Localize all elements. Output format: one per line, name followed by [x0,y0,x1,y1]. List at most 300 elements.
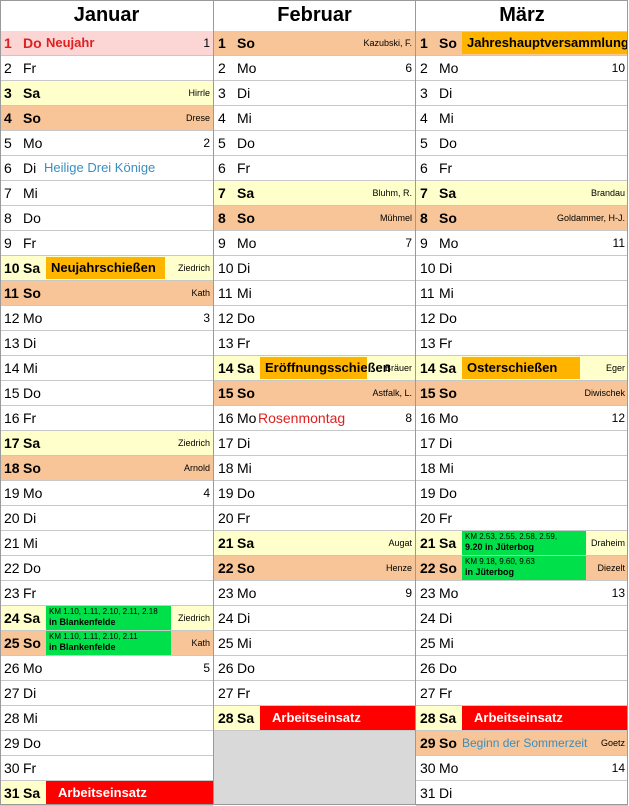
day-number: 5 [420,135,428,151]
day-row[interactable] [416,181,628,206]
day-number: 3 [4,85,12,101]
day-row[interactable] [416,531,628,556]
duty-name: Goldammer, H-J. [556,213,625,223]
weekday: Sa [23,610,41,626]
day-number: 11 [420,285,435,301]
weekday: Mo [439,235,459,251]
day-row[interactable] [416,81,628,106]
weekday: Do [439,135,457,151]
competition-box [462,556,586,580]
day-number: 8 [218,210,226,226]
day-number: 29 [420,735,436,751]
weekday: So [439,35,457,51]
weekday: Fr [23,60,37,76]
day-row[interactable] [214,681,415,706]
duty-name: Henze [385,563,412,573]
day-row[interactable] [416,331,628,356]
day-row[interactable] [0,406,213,431]
day-number: 6 [4,160,12,176]
event-label: Neujahrschießen [46,257,165,279]
column-divider [213,0,214,805]
day-number: 25 [4,635,20,651]
competition-line: KM 2.53, 2.55, 2.58, 2.59, [465,532,558,541]
weekday: Do [439,485,457,501]
duty-name: Arnold [183,463,210,473]
day-number: 31 [420,785,436,801]
weekday: Fr [439,510,453,526]
weekday: Mi [237,460,252,476]
event-label: Arbeitseinsatz [260,706,415,730]
day-row[interactable] [416,206,628,231]
day-row[interactable] [0,506,213,531]
day-number: 13 [218,335,234,351]
weekday: Sa [439,185,457,201]
week-number: 1 [203,36,210,50]
empty-area [214,731,415,805]
weekday: Mi [237,110,252,126]
day-row[interactable] [0,781,213,806]
day-number: 22 [218,560,234,576]
week-number: 13 [611,586,625,600]
weekday: Fr [439,335,453,351]
day-number: 5 [4,135,12,151]
weekday: Do [23,210,41,226]
day-row[interactable] [214,256,415,281]
weekday: Mi [237,635,252,651]
day-row[interactable] [214,556,415,581]
weekday: So [23,460,41,476]
day-number: 26 [420,660,436,676]
day-number: 12 [4,310,20,326]
day-row[interactable] [416,631,628,656]
day-row[interactable] [416,31,628,56]
day-number: 1 [218,35,226,51]
event-label: Osterschießen [462,357,580,379]
day-number: 12 [218,310,234,326]
day-row[interactable] [214,281,415,306]
day-number: 24 [218,610,234,626]
weekday: So [237,560,255,576]
weekday: Mo [237,235,257,251]
weekday: Di [237,260,251,276]
weekday: Mi [237,285,252,301]
weekday: Mo [23,660,43,676]
day-number: 4 [420,110,428,126]
day-row[interactable] [0,81,213,106]
day-number: 16 [4,410,20,426]
weekday: So [237,385,255,401]
day-row[interactable] [0,581,213,606]
duty-name: Astfalk, L. [372,388,412,398]
day-number: 2 [420,60,428,76]
weekday: Fr [23,410,37,426]
weekday: Sa [237,535,255,551]
weekday: So [23,110,41,126]
weekday: Di [23,685,37,701]
event-label: Rosenmontag [258,410,346,426]
day-row[interactable] [416,606,628,631]
day-row[interactable] [214,206,415,231]
day-number: 25 [420,635,436,651]
day-number: 22 [420,560,436,576]
weekday: So [237,35,255,51]
day-row[interactable] [214,156,415,181]
day-row[interactable] [416,431,628,456]
weekday: Mo [439,760,459,776]
weekday: Fr [439,685,453,701]
day-number: 13 [4,335,20,351]
day-number: 28 [4,710,20,726]
month-title: Januar [73,4,140,26]
day-row[interactable] [214,181,415,206]
weekday: Sa [23,435,41,451]
weekday: Do [23,385,41,401]
weekday: Mi [439,460,454,476]
weekday: Fr [439,160,453,176]
week-number: 8 [405,411,412,425]
day-number: 12 [420,310,436,326]
day-number: 22 [4,560,20,576]
day-number: 18 [218,460,234,476]
weekday: Di [439,610,453,626]
day-row[interactable] [416,281,628,306]
day-row[interactable] [0,331,213,356]
day-number: 17 [4,435,20,451]
day-row[interactable] [416,581,628,606]
day-row[interactable] [0,456,213,481]
day-row[interactable] [416,506,628,531]
day-number: 28 [218,710,234,726]
day-row[interactable] [0,681,213,706]
day-row[interactable] [0,431,213,456]
weekday: Di [439,785,453,801]
day-number: 15 [420,385,436,401]
day-row[interactable] [214,331,415,356]
weekday: Fr [23,760,37,776]
day-row[interactable] [214,531,415,556]
week-number: 4 [203,486,210,500]
day-number: 16 [420,410,436,426]
weekday: Fr [237,685,251,701]
day-row[interactable] [0,631,213,656]
weekday: Sa [237,360,255,376]
weekday: Di [237,610,251,626]
weekday: Di [23,335,37,351]
week-number: 9 [405,586,412,600]
day-number: 19 [218,485,234,501]
day-row[interactable] [416,481,628,506]
day-row[interactable] [416,381,628,406]
event-label: Neujahr [46,35,95,50]
week-number: 2 [203,136,210,150]
weekday: Sa [237,185,255,201]
weekday: Mi [439,285,454,301]
day-number: 18 [4,460,20,476]
day-number: 30 [420,760,436,776]
day-row[interactable] [416,156,628,181]
weekday: Mo [23,135,43,151]
day-row[interactable] [416,306,628,331]
day-number: 7 [420,185,428,201]
day-row[interactable] [214,106,415,131]
weekday: So [439,735,457,751]
day-row[interactable] [416,406,628,431]
day-row[interactable] [214,431,415,456]
day-row[interactable] [214,306,415,331]
day-row[interactable] [0,131,213,156]
day-number: 25 [218,635,234,651]
competition-box [462,531,586,555]
day-row[interactable] [0,531,213,556]
weekday: So [23,635,41,651]
weekday: Mo [237,585,257,601]
day-number: 23 [4,585,20,601]
duty-name: Brandau [590,188,625,198]
day-row[interactable] [214,506,415,531]
day-row[interactable] [0,231,213,256]
duty-name: Bluhm, R. [372,188,412,198]
weekday: Mi [23,535,38,551]
day-number: 5 [218,135,226,151]
day-number: 26 [218,660,234,676]
day-row[interactable] [214,656,415,681]
weekday: Di [439,260,453,276]
weekday: Do [439,660,457,676]
weekday: Fr [237,160,251,176]
duty-name: Draheim [590,538,625,548]
day-row[interactable] [416,131,628,156]
day-row[interactable] [214,631,415,656]
day-number: 10 [420,260,436,276]
day-row[interactable] [0,606,213,631]
weekday: Do [23,560,41,576]
weekday: Do [237,135,255,151]
day-number: 7 [218,185,226,201]
day-number: 19 [420,485,436,501]
day-row[interactable] [214,706,415,731]
day-row[interactable] [214,356,415,381]
day-number: 4 [4,110,12,126]
day-number: 10 [4,260,20,276]
weekday: Sa [23,785,41,801]
day-number: 2 [218,60,226,76]
day-row[interactable] [214,406,415,431]
day-number: 9 [218,235,226,251]
week-number: 10 [611,61,625,75]
day-row[interactable] [0,181,213,206]
duty-name: Diwischek [584,388,625,398]
day-number: 14 [420,360,436,376]
day-number: 8 [420,210,428,226]
weekday: Do [23,735,41,751]
day-row[interactable] [214,456,415,481]
day-row[interactable] [0,56,213,81]
weekday: Fr [23,235,37,251]
weekday: Mo [237,410,257,426]
duty-name: Diezelt [597,563,625,573]
day-number: 4 [218,110,226,126]
day-row[interactable] [416,56,628,81]
weekday: Sa [23,260,41,276]
day-number: 31 [4,785,20,801]
competition-location: 9.20 in Jüterbog [465,542,535,552]
competition-location: in Jüterbog [465,567,514,577]
column-divider [415,0,416,805]
day-number: 18 [420,460,436,476]
day-row[interactable] [0,556,213,581]
day-row[interactable] [416,706,628,731]
day-number: 7 [4,185,12,201]
day-row[interactable] [416,556,628,581]
day-number: 6 [420,160,428,176]
week-number: 12 [611,411,625,425]
day-row[interactable] [416,356,628,381]
duty-name: Augat [388,538,412,548]
day-number: 6 [218,160,226,176]
day-number: 3 [218,85,226,101]
month-title: Februar [277,4,352,26]
day-number: 26 [4,660,20,676]
day-number: 10 [218,260,234,276]
duty-name: Kath [191,288,210,298]
day-number: 20 [4,510,20,526]
event-label: Heilige Drei Könige [44,160,156,175]
day-row[interactable] [416,731,628,756]
day-number: 15 [218,385,234,401]
weekday: Mi [439,110,454,126]
week-number: 6 [405,61,412,75]
day-row[interactable] [0,156,213,181]
duty-name: Ziedrich [177,438,210,448]
day-row[interactable] [214,31,415,56]
week-number: 14 [611,761,625,775]
duty-name: Eger [605,363,625,373]
weekday: Do [23,35,42,51]
weekday: Mo [439,60,459,76]
day-row[interactable] [0,106,213,131]
day-row[interactable] [0,306,213,331]
weekday: Fr [237,335,251,351]
duty-name: Bräuer [384,363,412,373]
day-row[interactable] [214,131,415,156]
day-row[interactable] [416,256,628,281]
day-number: 19 [4,485,20,501]
week-number: 11 [612,236,625,250]
day-row[interactable] [0,256,213,281]
day-row[interactable] [416,106,628,131]
day-row[interactable] [0,281,213,306]
weekday: Mi [23,185,38,201]
weekday: Do [237,310,255,326]
month-column-januar [0,0,213,805]
day-row[interactable] [416,756,628,781]
weekday: Di [23,160,37,176]
day-number: 17 [218,435,234,451]
day-row[interactable] [0,731,213,756]
day-number: 13 [420,335,436,351]
day-row[interactable] [214,56,415,81]
day-number: 20 [218,510,234,526]
weekday: So [23,285,41,301]
week-number: 3 [203,311,210,325]
duty-name: Ziedrich [177,263,210,273]
duty-name: Ziedrich [177,613,210,623]
weekday: So [237,210,255,226]
day-row[interactable] [0,481,213,506]
day-number: 2 [4,60,12,76]
weekday: Fr [237,510,251,526]
day-row[interactable] [0,381,213,406]
day-row[interactable] [214,581,415,606]
day-row[interactable] [0,756,213,781]
weekday: Mo [23,485,43,501]
day-number: 20 [420,510,436,526]
day-number: 30 [4,760,20,776]
day-row[interactable] [416,231,628,256]
competition-line: KM 9.18, 9.60, 9.63 [465,557,535,566]
day-row[interactable] [214,606,415,631]
day-row[interactable] [416,781,628,806]
event-label: Beginn der Sommerzeit [462,736,588,750]
day-number: 9 [4,235,12,251]
competition-line: KM 1.10, 1.11, 2.10, 2.11, 2.18 [49,607,158,616]
duty-name: Goetz [600,738,625,748]
weekday: Di [237,435,251,451]
weekday: Mo [439,410,459,426]
weekday: Do [237,660,255,676]
competition-line: KM 1.10, 1.11, 2.10, 2.11 [49,632,138,641]
day-number: 11 [218,285,233,301]
day-number: 21 [4,535,20,551]
day-row[interactable] [214,481,415,506]
month-title: März [499,4,545,26]
day-row[interactable] [0,706,213,731]
day-row[interactable] [214,231,415,256]
weekday: Mo [237,60,257,76]
weekday: Di [23,510,37,526]
day-number: 23 [218,585,234,601]
day-number: 3 [420,85,428,101]
weekday: Mo [23,310,43,326]
day-number: 15 [4,385,20,401]
day-row[interactable] [214,81,415,106]
day-row[interactable] [416,681,628,706]
day-number: 17 [420,435,436,451]
day-row[interactable] [416,656,628,681]
weekday: Mo [439,585,459,601]
event-label: Eröffnungsschießen [260,357,367,379]
day-row[interactable] [0,31,213,56]
day-row[interactable] [416,456,628,481]
day-number: 27 [420,685,436,701]
weekday: Sa [439,710,457,726]
day-row[interactable] [214,381,415,406]
weekday: Do [439,310,457,326]
competition-box [46,606,171,630]
weekday: Sa [439,535,457,551]
day-number: 24 [420,610,436,626]
day-row[interactable] [0,206,213,231]
day-row[interactable] [0,356,213,381]
weekday: Fr [23,585,37,601]
day-number: 16 [218,410,234,426]
day-number: 27 [4,685,20,701]
day-number: 28 [420,710,436,726]
day-number: 29 [4,735,20,751]
day-row[interactable] [0,656,213,681]
duty-name: Hirrle [188,88,210,98]
day-number: 14 [218,360,234,376]
